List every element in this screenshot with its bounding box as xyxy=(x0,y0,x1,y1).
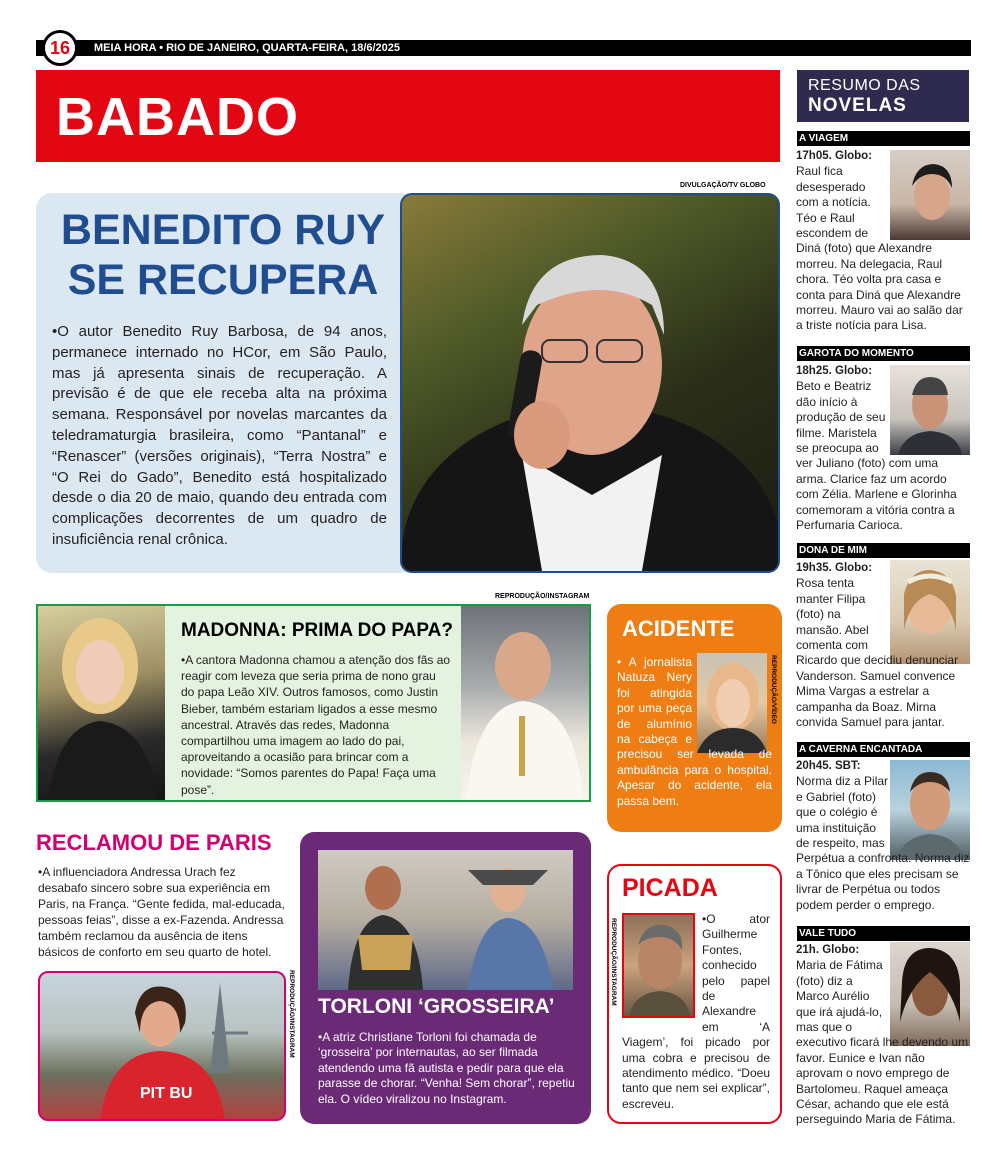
novela-summary: Maria de Fátima (foto) diz a Marco Aurélio que irá ajudá-lo, mas que o executivo ficará lhe devendo um favor. Eunice e Ivan não aprovam o novo emprego de Bartolomeu. Raquel ameaça César, achando que ele está perseguindo Maria de Fátima. xyxy=(796,958,969,1127)
madonna-headline: MADONNA: PRIMA DO PAPA? xyxy=(181,620,453,641)
novela-time: 20h45. SBT: xyxy=(796,760,861,772)
lead-headline-line1: BENEDITO RUY xyxy=(60,206,386,254)
picada-text-span: •O ator Guilherme Fontes, conhecido pelo papel de Alexandre em ‘A Viagem’, foi picado por uma cobra e precisou de atendimento médico. “Doeu tanto que nem sei explicar”, escreveu. xyxy=(622,912,770,1111)
novela-time: 18h25. Globo: xyxy=(796,365,873,377)
pope-photo xyxy=(461,606,589,800)
novelas-header-line1: RESUMO DAS xyxy=(808,77,921,94)
photo-spacer xyxy=(889,943,971,1033)
torloni-photo xyxy=(318,850,573,990)
novela-title: VALE TUDO xyxy=(797,926,970,941)
madonna-body-text: •A cantora Madonna chamou a atenção dos fãs ao reagir com leveza que seria prima de nono grau do papa Leão XIV. Outros famosos, como Justin Bieber, também estariam ligados a esse mesmo ancestral. Através das redes, Madonna compartilhou uma imagem ao lado do pai, aproveitando a ocasião para brincar com a novidade: “Somos parentes do Papa! Faça uma pose”. xyxy=(181,653,451,797)
novela-time: 17h05. Globo: xyxy=(796,150,873,162)
novela-summary: Beto e Beatriz dão início à produção de seu filme. Maristela se preocupa ao ver Juliano (foto) com uma arma. Clarice faz um acordo com Zélia. Marlene e Glorinha comemoram a vitória contra a Perfumaria Carioca. xyxy=(796,379,957,533)
photo-spacer xyxy=(889,364,971,450)
lead-photo-credit: DIVULGAÇÃO/TV GLOBO xyxy=(680,182,766,189)
novela-summary: Norma diz a Pilar e Gabriel (foto) que o colégio é uma instituição de respeito, mas Perpétua a confronta. Norma diz a Tônico que eles precisam se livrar de Perpétua ou todos podem perder o emprego. xyxy=(796,774,970,912)
torloni-headline: TORLONI ‘GROSSEIRA’ xyxy=(318,995,555,1018)
photo-spacer xyxy=(692,655,772,747)
torloni-body-text: •A atriz Christiane Torloni foi chamada de ‘grosseira’ por internautas, ao ser filmada atendendo uma fã autista e pedir para que ela parasse de chorar. “Venha! Sem chorar”, repetiu ela. O vídeo viralizou no Instagram. xyxy=(318,1030,575,1106)
acidente-body-text xyxy=(617,655,772,809)
lead-photo xyxy=(400,193,780,573)
madonna-credit: REPRODUÇÃO/INSTAGRAM xyxy=(495,593,590,600)
torloni-photo-illustration xyxy=(318,850,573,990)
acidente-credit: REPRODUÇÃO/VÍDEO xyxy=(770,655,777,724)
novelas-header-line2: NOVELAS xyxy=(808,95,907,116)
picada-headline: PICADA xyxy=(622,874,718,902)
novela-text xyxy=(796,149,971,334)
madonna-photo xyxy=(38,606,165,800)
lead-headline xyxy=(48,205,398,305)
novela-text xyxy=(796,943,971,1128)
andressa-photo-illustration xyxy=(40,973,284,1119)
reclamou-body-text: •A influenciadora Andressa Urach fez desabafo sincero sobre sua experiência em Paris, na França. “Gente fedida, mal-educada, pessoas feias”, disse a ex-Fazenda. Andressa também reclamou da ausência de itens básicos de conforto em seu quarto de hotel. xyxy=(38,865,285,959)
novela-title: A CAVERNA ENCANTADA xyxy=(797,742,970,757)
novela-time: 19h35. Globo: xyxy=(796,562,873,574)
novela-text xyxy=(796,759,971,913)
photo-spacer xyxy=(889,149,971,229)
section-title: BABADO xyxy=(36,70,780,162)
lead-headline-line2: SE RECUPERA xyxy=(67,256,379,304)
masthead: MEIA HORA xyxy=(94,42,157,54)
shirt-text: PIT BU xyxy=(140,1085,193,1102)
novela-title: GAROTA DO MOMENTO xyxy=(797,346,970,361)
photo-spacer xyxy=(622,912,702,1020)
novela-summary: Raul fica desesperado com a notícia. Téo e Raul escondem de Diná (foto) que Alexandre morreu. Na delegacia, Raul chora. Téo volta pra casa e conta para Diná que Alexandre morreu. Mauro vai ao salão dar a triste notícia para Lisa. xyxy=(796,164,963,333)
novela-text xyxy=(796,364,971,533)
dateline: • RIO DE JANEIRO, QUARTA-FEIRA, 18/6/2025 xyxy=(159,42,401,54)
page-header-bar xyxy=(36,40,971,56)
madonna-photo-illustration xyxy=(38,606,165,800)
picada-credit: REPRODUÇÃO/INSTAGRAM xyxy=(610,918,617,1006)
lead-photo-illustration xyxy=(402,195,778,571)
reclamou-headline: RECLAMOU DE PARIS xyxy=(36,830,272,855)
novela-text xyxy=(796,561,971,730)
photo-spacer xyxy=(889,759,971,845)
andressa-photo xyxy=(38,971,286,1121)
novela-summary: Rosa tenta manter Filipa (foto) na mansão. Abel comenta com Ricardo que decidiu denunciar Vanderson. Samuel convence Mima Vargas a estrelar a campanha da Boaz. Mirna convida Samuel para jantar. xyxy=(796,576,959,730)
novelas-header xyxy=(797,70,969,122)
novela-time: 21h. Globo: xyxy=(796,944,860,956)
acidente-text-block: • A jornalista Natuza Nery foi atingida por uma peça de alumínio na cabeça e precisou ser levada de ambulância para o hospital. Apesar do acidente, ela passa bem. xyxy=(617,655,772,808)
photo-spacer xyxy=(889,561,971,651)
novela-title: DONA DE MIM xyxy=(797,543,970,558)
acidente-headline: ACIDENTE xyxy=(622,616,735,641)
page-number: 16 xyxy=(42,30,78,66)
picada-body-text xyxy=(622,912,770,1112)
reclamou-credit: REPRODUÇÃO/INSTAGRAM xyxy=(288,970,295,1058)
novela-title: A VIAGEM xyxy=(797,131,970,146)
pope-photo-illustration xyxy=(461,606,589,800)
lead-body-text: •O autor Benedito Ruy Barbosa, de 94 anos, permanece internado no HCor, em São Paulo, mas já apresenta sinais de recuperação. A previsão é de que ele receba alta na próxima semana. Responsável por novelas marcantes da teledramaturgia brasileira, como “Pantanal” e “Renascer” (versões originais), “Terra Nostra” e “O Rei do Gado”, Benedito está hospitalizado desde o dia 20 de maio, quando deu entrada com complicações decorrentes de um quadro de insuficiência renal crônica. xyxy=(52,323,387,548)
